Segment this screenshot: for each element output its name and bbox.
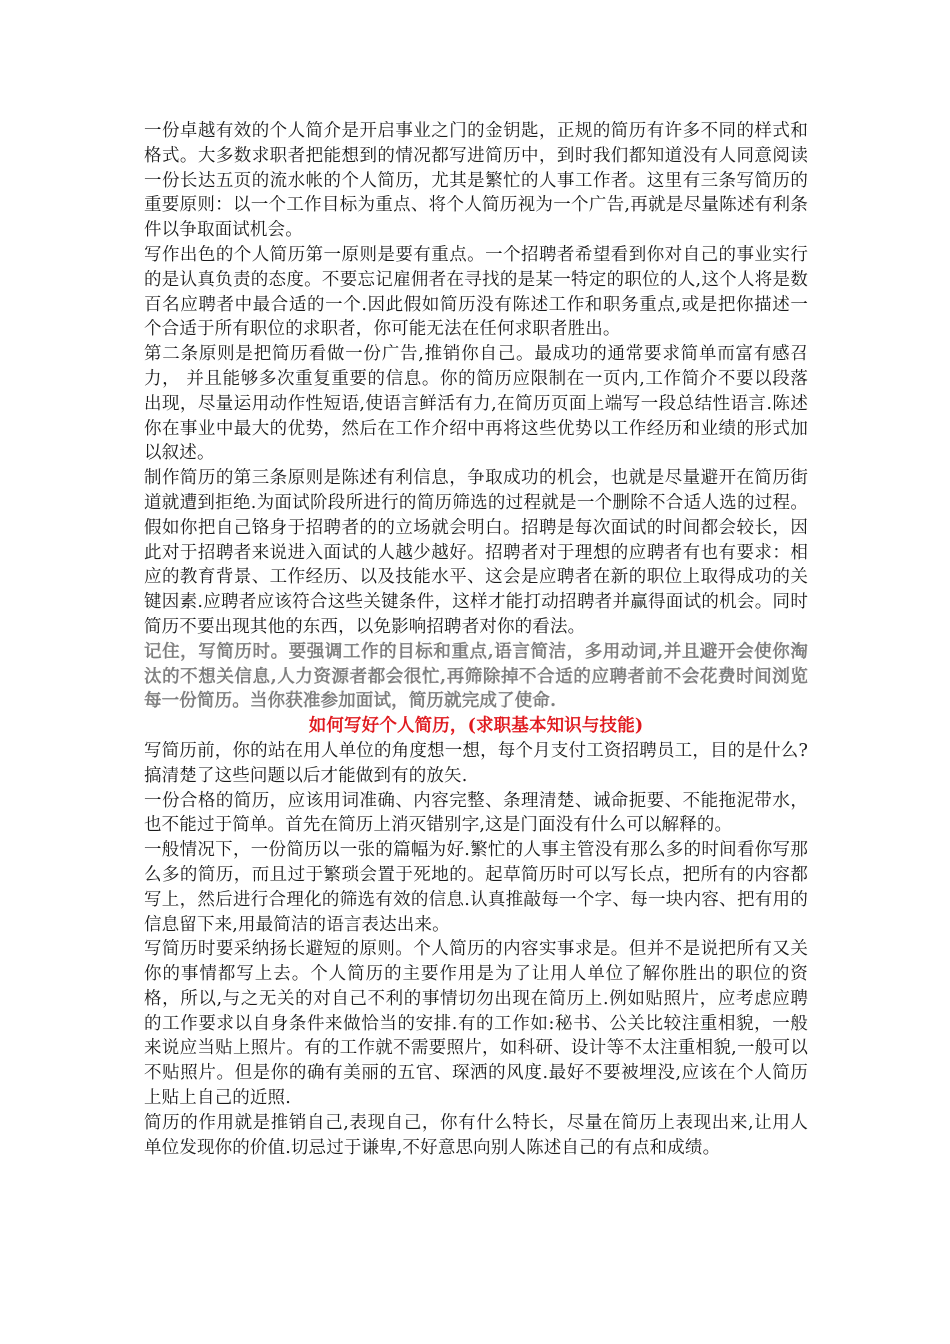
section-paragraph-5: 简历的作用就是推销自己,表现自己，你有什么特长，尽量在简历上表现出来,让用人单位发现你的价值.切忌过于谦卑,不好意思向别人陈述自己的有点和成绩。: [144, 1112, 808, 1158]
document-body: [144, 119, 808, 1160]
section-title: 如何写好个人简历，(求职基本知识与技能): [308, 716, 644, 737]
highlight-paragraph: 记住，写简历时。要强调工作的目标和重点,语言简洁，多用动词,并且避开会使你淘汰的不想关信息,人力资源者都会很忙,再筛除掉不合适的应聘者前不会花费时间浏览每一份简历。当你获准参加面试，简历就完成了使命.: [144, 641, 808, 712]
section-paragraph-4: 写简历时要采纳扬长避短的原则。个人简历的内容实事求是。但并不是说把所有又关你的事情都写上去。个人简历的主要作用是为了让用人单位了解你胜出的职位的资格，所以,与之无关的对自己不利的事情切勿出现在简历上.例如贴照片，应考虑应聘的工作要求以自身条件来做恰当的安排.有的工作如:秘书、公关比较注重相貌，一般来说应当贴上照片。有的工作就不需要照片，如科研、设计等不太注重相貌,一般可以不贴照片。但是你的确有美丽的五官、琛洒的风度.最好不要被埋没,应该在个人简历上贴上自己的近照.: [144, 939, 808, 1109]
intro-paragraph-3: 第二条原则是把简历看做一份广告,推销你自己。最成功的通常要求简单而富有感召力， 并且能够多次重复重要的信息。你的简历应限制在一页内,工作简介不要以段落出现，尽量运用动作性短语,使语言鲜活有力,在简历页面上端写一段总结性语言.陈述你在事业中最大的优势，然后在工作介绍中再将这些优势以工作经历和业绩的形式加以叙述。: [144, 344, 808, 464]
intro-paragraph-2: 写作出色的个人简历第一原则是要有重点。一个招聘者希望看到你对自己的事业实行的是认真负责的态度。不要忘记雇佣者在寻找的是某一特定的职位的人,这个人将是数百名应聘者中最合适的一个.因此假如简历没有陈述工作和职务重点,或是把你描述一个合适于所有职位的求职者，你可能无法在任何求职者胜出。: [144, 244, 808, 340]
section-paragraph-3: 一般情况下，一份简历以一张的篇幅为好.繁忙的人事主管没有那么多的时间看你写那么多的简历，而且过于繁琐会置于死地的。起草简历时可以写长点，把所有的内容都写上，然后进行合理化的筛选有效的信息.认真推敲每一个字、每一块内容、把有用的信息留下来,用最简洁的语言表达出来。: [144, 840, 808, 935]
section-paragraph-2: 一份合格的简历，应该用词准确、内容完整、条理清楚、诫命扼要、不能拖泥带水，也不能过于简单。首先在简历上消灭错别字,这是门面没有什么可以解释的。: [144, 790, 808, 836]
section-paragraph-1: 写简历前，你的站在用人单位的角度想一想，每个月支付工资招聘员工，目的是什么?搞清楚了这些问题以后才能做到有的放矢.: [144, 740, 808, 786]
intro-paragraph-4: 制作简历的第三条原则是陈述有利信息，争取成功的机会，也就是尽量避开在简历街道就遭到拒绝.为面试阶段所进行的简历筛选的过程就是一个删除不合适人选的过程。假如你把自己铬身于招聘者的的立场就会明白。招聘是每次面试的时间都会较长，因此对于招聘者来说进入面试的人越少越好。招聘者对于理想的应聘者有也有要求：相应的教育背景、工作经历、以及技能水平、这会是应聘者在新的职位上取得成功的关键因素.应聘者应该符合这些关键条件，这样才能打动招聘者并赢得面试的机会。同时简历不要出现其他的东西，以免影响招聘者对你的看法。: [144, 468, 808, 637]
intro-paragraph-1: 一份卓越有效的个人简介是开启事业之门的金钥匙，正规的简历有许多不同的样式和格式。大多数求职者把能想到的情况都写进简历中，到时我们都知道没有人同意阅读一份长达五页的流水帐的个人简历，尤其是繁忙的人事工作者。这里有三条写简历的重要原则：以一个工作目标为重点、将个人简历视为一个广告,再就是尽量陈述有利条件以争取面试机会。: [144, 121, 808, 241]
